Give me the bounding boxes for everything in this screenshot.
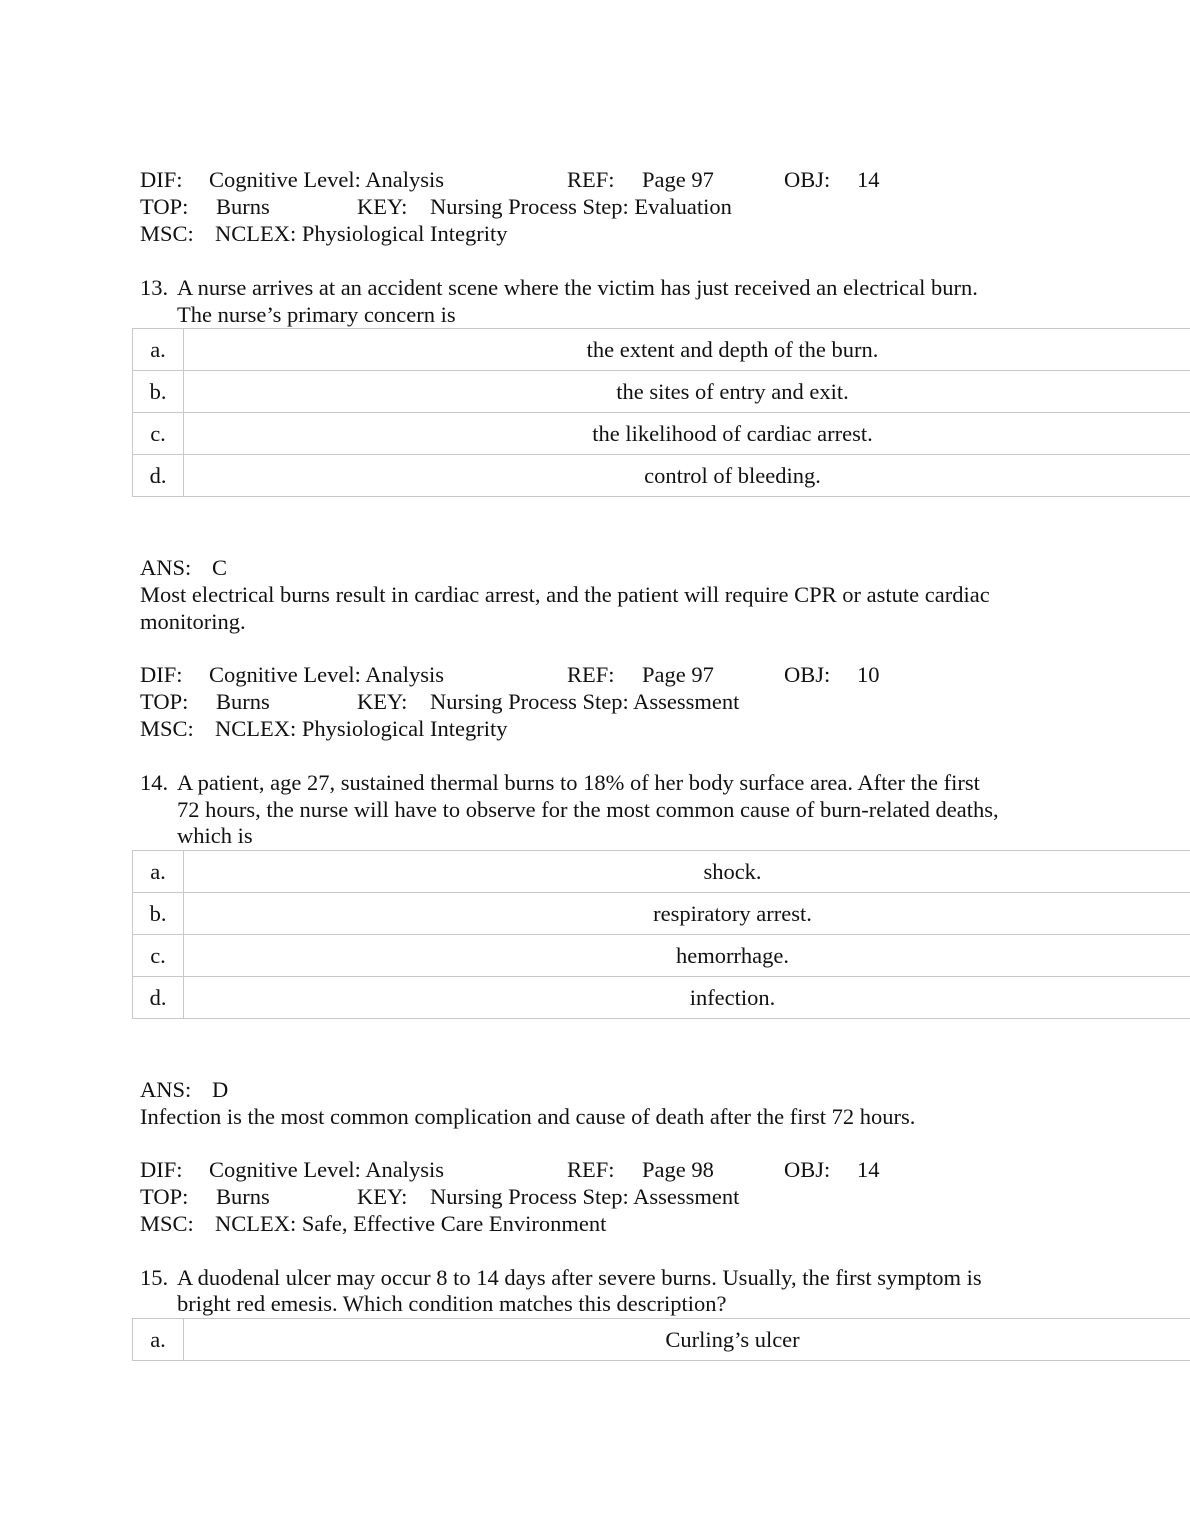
question-number: 13. <box>140 275 169 300</box>
ref-value: Page 98 <box>642 1157 714 1182</box>
top-label: TOP: <box>140 1184 189 1209</box>
ref-label: REF: <box>567 662 615 687</box>
rationale-line: monitoring. <box>140 609 246 634</box>
option-letter: a. <box>133 1319 184 1361</box>
option-row[interactable] <box>133 371 1190 413</box>
obj-value: 14 <box>857 1157 880 1182</box>
rationale-line: Infection is the most common complication and cause of death after the first 72 hours. <box>140 1104 916 1129</box>
option-row[interactable] <box>133 851 1190 893</box>
option-letter: a. <box>133 329 184 371</box>
obj-label: OBJ: <box>784 662 831 687</box>
option-text: shock. <box>184 851 1190 893</box>
question-number: 14. <box>140 770 169 795</box>
top-value: Burns <box>216 689 270 714</box>
option-row[interactable] <box>133 977 1190 1019</box>
options-table <box>132 850 1190 1019</box>
msc-label: MSC: <box>140 221 194 246</box>
option-row[interactable] <box>133 455 1190 497</box>
question-text-line: A nurse arrives at an accident scene where the victim has just received an electrical burn. <box>177 275 978 300</box>
key-value: Nursing Process Step: Assessment <box>430 689 740 714</box>
obj-label: OBJ: <box>784 1157 831 1182</box>
option-letter: a. <box>133 851 184 893</box>
option-letter: b. <box>133 893 184 935</box>
msc-value: NCLEX: Physiological Integrity <box>215 716 508 741</box>
question-text-line: bright red emesis. Which condition matches this description? <box>177 1291 727 1316</box>
option-row[interactable] <box>133 893 1190 935</box>
obj-value: 10 <box>857 662 880 687</box>
dif-label: DIF: <box>140 167 183 192</box>
option-row[interactable] <box>133 329 1190 371</box>
option-row[interactable] <box>133 413 1190 455</box>
question-number: 15. <box>140 1265 169 1290</box>
answer-label: ANS: <box>140 1077 192 1102</box>
obj-label: OBJ: <box>784 167 831 192</box>
question-text-line: which is <box>177 823 253 848</box>
option-text: control of bleeding. <box>184 455 1190 497</box>
question-text-line: 72 hours, the nurse will have to observe for the most common cause of burn-related deaths, <box>177 797 999 822</box>
answer-value: D <box>212 1077 229 1102</box>
dif-value: Cognitive Level: Analysis <box>209 662 444 687</box>
top-value: Burns <box>216 1184 270 1209</box>
msc-label: MSC: <box>140 1211 194 1236</box>
top-label: TOP: <box>140 689 189 714</box>
msc-value: NCLEX: Safe, Effective Care Environment <box>215 1211 607 1236</box>
option-text: the likelihood of cardiac arrest. <box>184 413 1190 455</box>
question-text-line: A duodenal ulcer may occur 8 to 14 days after severe burns. Usually, the first symptom is <box>177 1265 982 1290</box>
question-text-line: A patient, age 27, sustained thermal burns to 18% of her body surface area. After the first <box>177 770 980 795</box>
rationale-line: Most electrical burns result in cardiac arrest, and the patient will require CPR or astute cardiac <box>140 582 990 607</box>
option-row[interactable] <box>133 1319 1190 1361</box>
option-letter: c. <box>133 413 184 455</box>
top-label: TOP: <box>140 194 189 219</box>
top-value: Burns <box>216 194 270 219</box>
key-label: KEY: <box>357 194 408 219</box>
question-text-line: The nurse’s primary concern is <box>177 302 456 327</box>
option-text: the extent and depth of the burn. <box>184 329 1190 371</box>
option-letter: d. <box>133 455 184 497</box>
option-text: hemorrhage. <box>184 935 1190 977</box>
option-letter: b. <box>133 371 184 413</box>
msc-label: MSC: <box>140 716 194 741</box>
ref-value: Page 97 <box>642 662 714 687</box>
dif-label: DIF: <box>140 1157 183 1182</box>
options-table <box>132 328 1190 497</box>
ref-value: Page 97 <box>642 167 714 192</box>
key-label: KEY: <box>357 689 408 714</box>
ref-label: REF: <box>567 167 615 192</box>
option-letter: d. <box>133 977 184 1019</box>
key-label: KEY: <box>357 1184 408 1209</box>
ref-label: REF: <box>567 1157 615 1182</box>
answer-label: ANS: <box>140 555 192 580</box>
msc-value: NCLEX: Physiological Integrity <box>215 221 508 246</box>
key-value: Nursing Process Step: Evaluation <box>430 194 732 219</box>
option-letter: c. <box>133 935 184 977</box>
dif-value: Cognitive Level: Analysis <box>209 1157 444 1182</box>
option-row[interactable] <box>133 935 1190 977</box>
key-value: Nursing Process Step: Assessment <box>430 1184 740 1209</box>
option-text: infection. <box>184 977 1190 1019</box>
dif-value: Cognitive Level: Analysis <box>209 167 444 192</box>
option-text: the sites of entry and exit. <box>184 371 1190 413</box>
options-table <box>132 1318 1190 1361</box>
option-text: Curling’s ulcer <box>184 1319 1190 1361</box>
obj-value: 14 <box>857 167 880 192</box>
dif-label: DIF: <box>140 662 183 687</box>
option-text: respiratory arrest. <box>184 893 1190 935</box>
answer-value: C <box>212 555 228 580</box>
